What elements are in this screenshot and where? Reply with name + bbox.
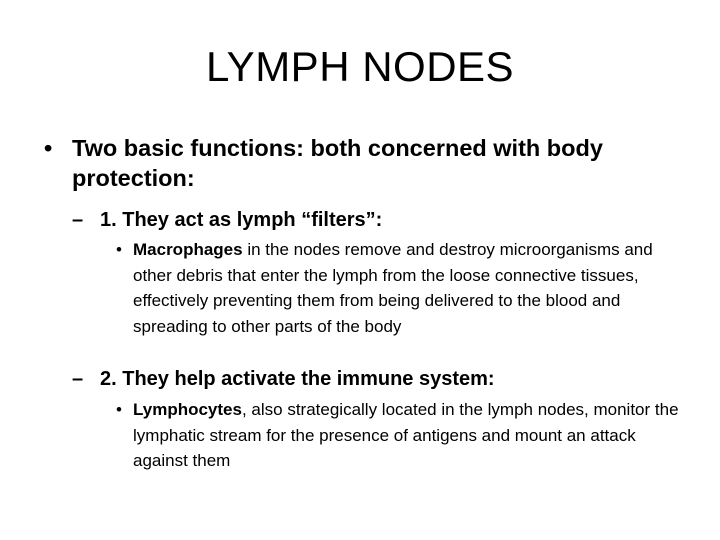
detail-lymphocytes	[116, 397, 688, 474]
subitem-filters-text: 1. They act as lymph “filters”:	[100, 209, 383, 231]
detail-lymphocytes-keyword: Lymphocytes	[133, 400, 242, 419]
bullet-marker: •	[44, 135, 53, 161]
bullet-main	[44, 133, 672, 193]
subitem-filters	[72, 207, 680, 233]
bullet-main-text: Two basic functions: both concerned with body protection:	[72, 135, 603, 191]
detail-macrophages-text: in the nodes remove and destroy microorganisms and other debris that enter the lymph from the loose connective tissues, effectively preventing them from being delivered to the blood and spreading to other parts of the body	[133, 240, 653, 336]
slide-title: LYMPH NODES	[205, 43, 515, 90]
subitem-immune	[72, 366, 680, 392]
bullet-marker: •	[116, 400, 122, 419]
detail-macrophages-keyword: Macrophages	[133, 240, 243, 259]
bullet-marker: •	[116, 240, 122, 259]
dash-marker: –	[72, 209, 84, 231]
subitem-immune-text: 2. They help activate the immune system:	[100, 368, 495, 390]
dash-marker: –	[72, 368, 84, 390]
detail-macrophages	[116, 237, 688, 339]
detail-lymphocytes-text: , also strategically located in the lymph nodes, monitor the lymphatic stream for the presence of antigens and mount an attack against them	[133, 400, 679, 470]
